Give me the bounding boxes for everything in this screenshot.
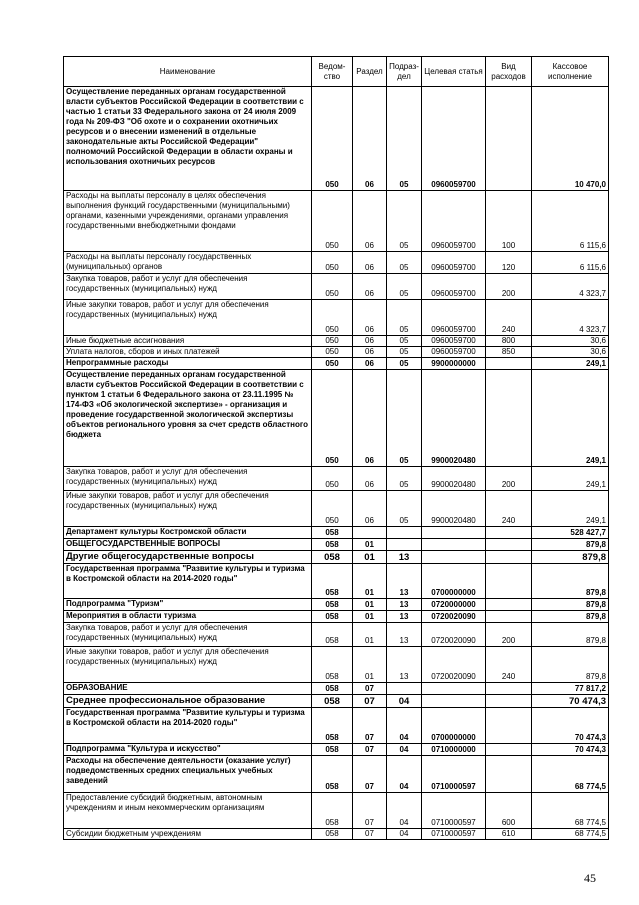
cell-ved: 058 — [312, 829, 353, 840]
table-row — [64, 347, 609, 358]
cell-ved: 058 — [312, 527, 353, 539]
cell-podrazdel: 05 — [387, 370, 422, 467]
cell-podrazdel: 05 — [387, 358, 422, 370]
cell-ved: 058 — [312, 708, 353, 744]
cell-statya: 0960059700 — [422, 300, 486, 336]
cell-vid: 850 — [486, 347, 532, 358]
cell-statya: 0960059700 — [422, 87, 486, 191]
cell-razdel: 06 — [353, 274, 387, 300]
table-row — [64, 252, 609, 274]
cell-statya: 0960059700 — [422, 274, 486, 300]
cell-razdel: 01 — [353, 647, 387, 683]
cell-podrazdel: 05 — [387, 347, 422, 358]
cell-name: Среднее профессиональное образование — [64, 695, 312, 708]
table-row — [64, 647, 609, 683]
cell-statya — [422, 695, 486, 708]
cell-ved: 058 — [312, 564, 353, 599]
cell-statya: 0960059700 — [422, 191, 486, 252]
cell-podrazdel: 13 — [387, 599, 422, 611]
cell-razdel: 06 — [353, 87, 387, 191]
table-row — [64, 370, 609, 467]
cell-ved: 050 — [312, 370, 353, 467]
table-row — [64, 191, 609, 252]
cell-name: Государственная программа "Развитие культуры и туризма в Костромской области на 2014-2020 годы" — [64, 708, 312, 744]
cell-razdel: 06 — [353, 252, 387, 274]
header-sum: Кассовое исполнение — [532, 57, 609, 87]
page-number: 45 — [584, 871, 596, 885]
cell-sum: 77 817,2 — [532, 683, 609, 695]
cell-vid: 610 — [486, 829, 532, 840]
cell-vid — [486, 708, 532, 744]
cell-statya: 9900000000 — [422, 358, 486, 370]
cell-podrazdel: 05 — [387, 300, 422, 336]
cell-sum: 70 474,3 — [532, 708, 609, 744]
cell-podrazdel: 04 — [387, 829, 422, 840]
cell-statya: 0960059700 — [422, 252, 486, 274]
cell-ved: 050 — [312, 274, 353, 300]
table-row — [64, 491, 609, 527]
cell-ved: 058 — [312, 695, 353, 708]
cell-razdel: 07 — [353, 708, 387, 744]
cell-razdel: 07 — [353, 829, 387, 840]
table-row — [64, 623, 609, 647]
cell-sum: 879,8 — [532, 539, 609, 551]
cell-ved: 058 — [312, 744, 353, 756]
table-row — [64, 87, 609, 191]
cell-statya — [422, 551, 486, 564]
cell-vid — [486, 744, 532, 756]
cell-name: Осуществление переданных органам государственной власти субъектов Российской Федерации в соответствии с частью 1 статьи 33 Федерального закона от 24 июля 2009 года № 209-ФЗ "Об охоте и о сохранении охотничьих ресурсов и о внесении изменений в отдельные законодательные акты Российской Федерации" полномочий Российской Федерации в области охраны и использования охотничьих ресурсов — [64, 87, 312, 191]
cell-name: Департамент культуры Костромской области — [64, 527, 312, 539]
header-razdel: Раздел — [353, 57, 387, 87]
cell-razdel: 01 — [353, 623, 387, 647]
cell-sum: 879,8 — [532, 623, 609, 647]
cell-sum: 879,8 — [532, 599, 609, 611]
cell-name: Государственная программа "Развитие культуры и туризма в Костромской области на 2014-2020 годы" — [64, 564, 312, 599]
cell-statya — [422, 683, 486, 695]
cell-razdel: 07 — [353, 695, 387, 708]
cell-podrazdel: 05 — [387, 336, 422, 347]
cell-podrazdel: 13 — [387, 611, 422, 623]
cell-razdel: 07 — [353, 756, 387, 793]
cell-podrazdel: 13 — [387, 551, 422, 564]
cell-statya: 9900020480 — [422, 467, 486, 491]
cell-sum: 10 470,0 — [532, 87, 609, 191]
cell-sum: 879,8 — [532, 611, 609, 623]
cell-ved: 050 — [312, 191, 353, 252]
cell-vid: 240 — [486, 491, 532, 527]
header-vid: Вид расходов — [486, 57, 532, 87]
table-row — [64, 336, 609, 347]
cell-vid — [486, 370, 532, 467]
cell-statya — [422, 539, 486, 551]
cell-statya: 9900020480 — [422, 491, 486, 527]
cell-ved: 058 — [312, 539, 353, 551]
table-row — [64, 829, 609, 840]
cell-razdel: 06 — [353, 347, 387, 358]
cell-name: Иные бюджетные ассигнования — [64, 336, 312, 347]
cell-name: Закупка товаров, работ и услуг для обеспечения государственных (муниципальных) нужд — [64, 274, 312, 300]
cell-name: Непрограммные расходы — [64, 358, 312, 370]
cell-vid — [486, 611, 532, 623]
cell-sum: 68 774,5 — [532, 829, 609, 840]
table-row — [64, 708, 609, 744]
cell-podrazdel: 05 — [387, 491, 422, 527]
table-body — [64, 87, 609, 840]
cell-podrazdel: 04 — [387, 793, 422, 829]
cell-razdel: 01 — [353, 611, 387, 623]
cell-vid: 200 — [486, 623, 532, 647]
cell-statya: 0960059700 — [422, 347, 486, 358]
cell-podrazdel: 05 — [387, 87, 422, 191]
cell-sum: 879,8 — [532, 564, 609, 599]
table-row — [64, 683, 609, 695]
cell-statya: 0720020090 — [422, 647, 486, 683]
cell-razdel: 07 — [353, 683, 387, 695]
table-header-row — [64, 57, 609, 87]
cell-podrazdel: 05 — [387, 191, 422, 252]
cell-name: Предоставление субсидий бюджетным, автономным учреждениям и иным некоммерческим организациям — [64, 793, 312, 829]
cell-sum: 879,8 — [532, 647, 609, 683]
cell-vid: 200 — [486, 274, 532, 300]
table-row — [64, 611, 609, 623]
cell-vid: 100 — [486, 191, 532, 252]
cell-name: Осуществление переданных органам государственной власти субъектов Российской Федерации в соответствии с пунктом 1 статьи 6 Федерального закона от 23.11.1995 № 174-ФЗ «Об экологической экспертизе» - организация и проведение государственной экологической экспертизы объектов регионального уровня за счет средств областного бюджета — [64, 370, 312, 467]
table-row — [64, 527, 609, 539]
table-row — [64, 564, 609, 599]
cell-statya: 0700000000 — [422, 564, 486, 599]
cell-podrazdel — [387, 527, 422, 539]
table-row — [64, 467, 609, 491]
cell-vid — [486, 695, 532, 708]
cell-statya: 0720000000 — [422, 599, 486, 611]
cell-podrazdel: 04 — [387, 695, 422, 708]
cell-sum: 4 323,7 — [532, 274, 609, 300]
cell-vid — [486, 599, 532, 611]
cell-vid: 800 — [486, 336, 532, 347]
cell-razdel: 06 — [353, 467, 387, 491]
cell-statya: 0720020090 — [422, 611, 486, 623]
table-row — [64, 744, 609, 756]
cell-ved: 058 — [312, 683, 353, 695]
cell-name: Закупка товаров, работ и услуг для обеспечения государственных (муниципальных) нужд — [64, 467, 312, 491]
cell-sum: 528 427,7 — [532, 527, 609, 539]
cell-statya: 0710000597 — [422, 756, 486, 793]
table-row — [64, 539, 609, 551]
table-row — [64, 274, 609, 300]
cell-sum: 70 474,3 — [532, 695, 609, 708]
cell-sum: 6 115,6 — [532, 191, 609, 252]
cell-ved: 058 — [312, 623, 353, 647]
cell-vid — [486, 683, 532, 695]
cell-vid — [486, 87, 532, 191]
table-row — [64, 756, 609, 793]
cell-sum: 879,8 — [532, 551, 609, 564]
cell-ved: 058 — [312, 647, 353, 683]
cell-podrazdel: 05 — [387, 274, 422, 300]
table-row — [64, 599, 609, 611]
table-row — [64, 551, 609, 564]
cell-razdel: 06 — [353, 491, 387, 527]
cell-podrazdel: 13 — [387, 647, 422, 683]
cell-sum: 30,6 — [532, 336, 609, 347]
cell-sum: 249,1 — [532, 358, 609, 370]
cell-name: Иные закупки товаров, работ и услуг для обеспечения государственных (муниципальных) нужд — [64, 491, 312, 527]
header-ved: Ведом-ство — [312, 57, 353, 87]
cell-name: Подпрограмма "Туризм" — [64, 599, 312, 611]
cell-podrazdel: 04 — [387, 708, 422, 744]
cell-vid: 200 — [486, 467, 532, 491]
cell-sum: 249,1 — [532, 370, 609, 467]
cell-razdel: 01 — [353, 539, 387, 551]
cell-razdel: 01 — [353, 564, 387, 599]
cell-razdel: 06 — [353, 336, 387, 347]
cell-ved: 058 — [312, 756, 353, 793]
table-row — [64, 300, 609, 336]
cell-sum: 6 115,6 — [532, 252, 609, 274]
header-name: Наименование — [64, 57, 312, 87]
cell-name: Мероприятия в области туризма — [64, 611, 312, 623]
cell-podrazdel: 04 — [387, 744, 422, 756]
table-row — [64, 695, 609, 708]
budget-table — [63, 56, 609, 840]
cell-name: Расходы на выплаты персоналу в целях обеспечения выполнения функций государственными (муниципальными) органами, казенными учреждениями, органами управления государственными внебюджетными фондами — [64, 191, 312, 252]
cell-statya: 0710000597 — [422, 829, 486, 840]
cell-podrazdel: 13 — [387, 564, 422, 599]
cell-name: Закупка товаров, работ и услуг для обеспечения государственных (муниципальных) нужд — [64, 623, 312, 647]
cell-statya: 9900020480 — [422, 370, 486, 467]
cell-razdel: 06 — [353, 358, 387, 370]
cell-statya: 0710000000 — [422, 744, 486, 756]
cell-ved: 058 — [312, 551, 353, 564]
cell-podrazdel: 13 — [387, 623, 422, 647]
cell-statya: 0960059700 — [422, 336, 486, 347]
cell-vid: 240 — [486, 300, 532, 336]
cell-sum: 249,1 — [532, 491, 609, 527]
cell-sum: 249,1 — [532, 467, 609, 491]
cell-vid — [486, 756, 532, 793]
cell-razdel: 06 — [353, 300, 387, 336]
cell-vid — [486, 551, 532, 564]
cell-sum: 70 474,3 — [532, 744, 609, 756]
budget-report-sheet — [63, 56, 608, 840]
cell-podrazdel: 05 — [387, 467, 422, 491]
cell-name: Расходы на обеспечение деятельности (оказание услуг) подведомственных средних специальных учебных заведений — [64, 756, 312, 793]
cell-name: ОБЩЕГОСУДАРСТВЕННЫЕ ВОПРОСЫ — [64, 539, 312, 551]
cell-razdel: 01 — [353, 599, 387, 611]
cell-ved: 050 — [312, 300, 353, 336]
cell-ved: 058 — [312, 599, 353, 611]
cell-ved: 050 — [312, 336, 353, 347]
cell-vid: 240 — [486, 647, 532, 683]
cell-vid: 120 — [486, 252, 532, 274]
cell-vid — [486, 564, 532, 599]
cell-razdel: 07 — [353, 793, 387, 829]
cell-name: Иные закупки товаров, работ и услуг для обеспечения государственных (муниципальных) нужд — [64, 300, 312, 336]
cell-ved: 050 — [312, 467, 353, 491]
cell-podrazdel: 04 — [387, 756, 422, 793]
table-row — [64, 358, 609, 370]
table-row — [64, 793, 609, 829]
cell-statya: 0700000000 — [422, 708, 486, 744]
cell-name: Расходы на выплаты персоналу государственных (муниципальных) органов — [64, 252, 312, 274]
cell-name: Уплата налогов, сборов и иных платежей — [64, 347, 312, 358]
cell-sum: 4 323,7 — [532, 300, 609, 336]
cell-ved: 050 — [312, 358, 353, 370]
cell-name: Другие общегосударственные вопросы — [64, 551, 312, 564]
cell-name: ОБРАЗОВАНИЕ — [64, 683, 312, 695]
cell-podrazdel: 05 — [387, 252, 422, 274]
cell-vid: 600 — [486, 793, 532, 829]
cell-razdel: 01 — [353, 551, 387, 564]
cell-vid — [486, 358, 532, 370]
cell-ved: 058 — [312, 611, 353, 623]
cell-podrazdel — [387, 683, 422, 695]
cell-razdel: 06 — [353, 370, 387, 467]
cell-sum: 30,6 — [532, 347, 609, 358]
cell-statya: 0720020090 — [422, 623, 486, 647]
cell-vid — [486, 527, 532, 539]
cell-name: Субсидии бюджетным учреждениям — [64, 829, 312, 840]
cell-podrazdel — [387, 539, 422, 551]
cell-name: Подпрограмма "Культура и искусство" — [64, 744, 312, 756]
cell-vid — [486, 539, 532, 551]
cell-ved: 050 — [312, 252, 353, 274]
cell-ved: 050 — [312, 87, 353, 191]
cell-razdel: 07 — [353, 744, 387, 756]
header-statya: Целевая статья — [422, 57, 486, 87]
cell-ved: 050 — [312, 347, 353, 358]
cell-statya: 0710000597 — [422, 793, 486, 829]
cell-razdel: 06 — [353, 191, 387, 252]
cell-sum: 68 774,5 — [532, 756, 609, 793]
cell-ved: 050 — [312, 491, 353, 527]
cell-name: Иные закупки товаров, работ и услуг для обеспечения государственных (муниципальных) нужд — [64, 647, 312, 683]
cell-ved: 058 — [312, 793, 353, 829]
cell-razdel — [353, 527, 387, 539]
header-podrazdel: Подраз-дел — [387, 57, 422, 87]
cell-sum: 68 774,5 — [532, 793, 609, 829]
cell-statya — [422, 527, 486, 539]
